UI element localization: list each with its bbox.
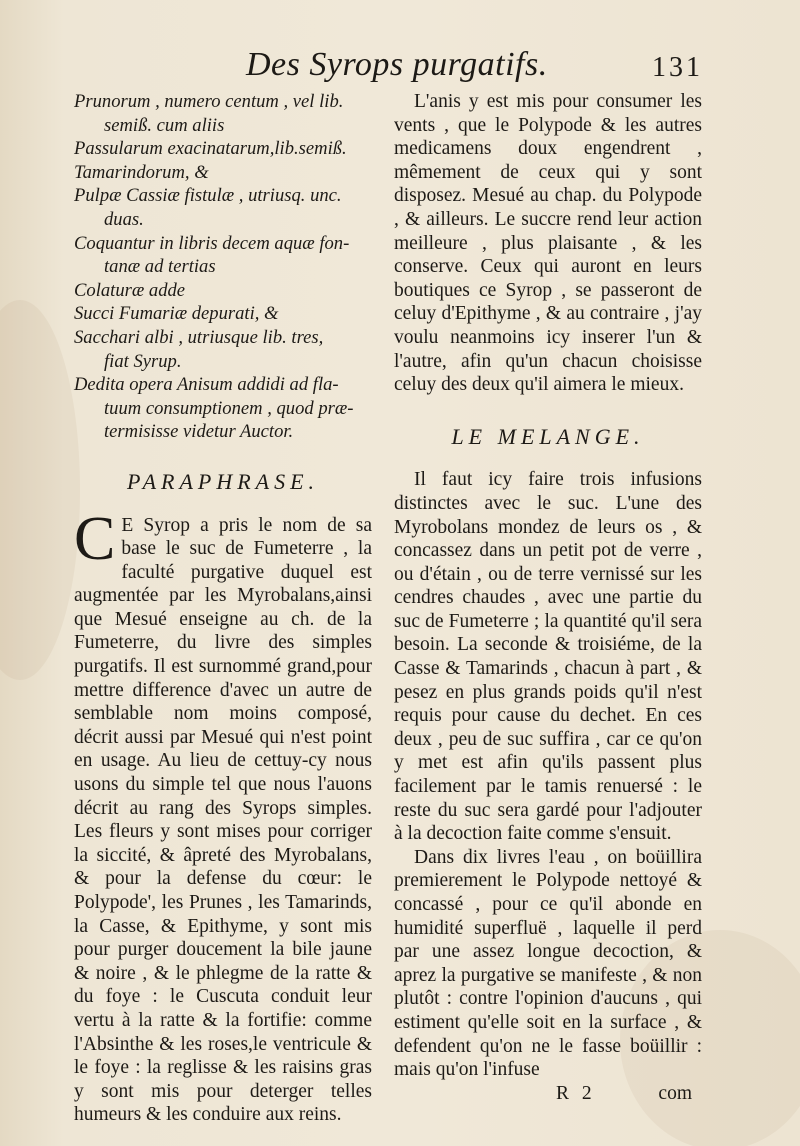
recipe-line: Sacchari albi , utriusque lib. tres, — [74, 326, 324, 348]
recipe-line: Colaturæ adde — [74, 279, 186, 301]
recipe-line: fiat Syrup. — [104, 350, 182, 372]
anise-paragraph: L'anis y est mis pour consumer les vents , que le Polypode & les autres medicamens doux engendrent , mêmement de ceux qui y sont disposez. Mesué au chap. du Polypode , & ailleurs. Le succre rend leur action meilleure , plus plaisante , & les conserve. Ceux qui auront en leurs boutiques ce Syrop , se passeront de celuy d'Epithyme , & au contraire , j'ay voulu neanmoins icy inserer l'un & l'autre, afin qu'un chacun choisisse celuy des deux qu'il aimera le mieux. — [394, 91, 702, 396]
recipe-line: duas. — [104, 208, 144, 230]
decoction-paragraph: Dans dix livres l'eau , on boüillira premierement le Polypode nettoyé & concassé , pour ce qu'il abonde en humidité superfluë , laquelle il perd par une assez longue decoction, & aprez la purgative se manifeste , & non plutôt : contre l'opinion d'aucuns , qui estiment qu'elle soit en la surface , & defendent qu'on ne le fasse boüillir : mais qu'on l'infuse — [394, 846, 702, 1081]
recipe-line: tuum consumptionem , quod præ- — [104, 397, 354, 419]
page-header — [0, 44, 800, 94]
left-column — [74, 90, 372, 1127]
recipe-line: Dedita opera Anisum addidi ad fla- — [74, 374, 339, 396]
page-number: 131 — [652, 52, 703, 83]
page-footer — [394, 1083, 702, 1109]
recipe-line: Pulpæ Cassiæ fistulæ , utriusq. unc. — [74, 185, 342, 207]
recipe-line: Coquantur in libris decem aquæ fon- — [74, 232, 350, 254]
paraphrase-paragraph — [74, 504, 372, 1127]
drop-cap: C — [74, 504, 116, 573]
recipe-line: Succi Fumariæ depurati, & — [74, 303, 279, 325]
paraphrase-heading: PARAPHRASE. — [126, 468, 320, 494]
paper-stain — [0, 300, 80, 680]
signature-mark: R 2 — [556, 1083, 596, 1104]
recipe-line: semiß. cum aliis — [104, 114, 225, 136]
melange-heading: LE MELANGE. — [451, 423, 645, 449]
catchword: com — [658, 1083, 692, 1104]
latin-recipe — [74, 90, 372, 444]
recipe-line: Passularum exacinatarum,lib.semiß. — [74, 138, 347, 160]
recipe-line: Prunorum , numero centum , vel lib. — [74, 91, 344, 112]
recipe-line: termisisse videtur Auctor. — [104, 421, 294, 443]
recipe-line: tanæ ad tertias — [104, 256, 216, 278]
paraphrase-text: E Syrop a pris le nom de sa base le suc de Fumeterre , la faculté purgative duquel est augmentée par les Myrobalans,ainsi que Mesué enseigne au ch. de la Fumeterre, du livre des simples purgatifs. Il est surnommé grand,pour mettre difference d'avec un autre de semblable nom moins composé, décrit aussi par Mesué qui n'est point en usage. Au lieu de cettuy-cy nous usons du simple tel que nous l'auons décrit au rang des Syrops simples. Les fleurs y sont mises pour corriger la siccité, & âpreté des Myrobalans, & pour la defense du cœur: le Polypode', les Prunes , les Tamarinds, la Casse, & Epithyme, y sont mis pour purger doucement la bile jaune & noire , & le phlegme de la ratte & du foye : le Cuscuta conduit leur vertu à la ratte & la fortifie: comme l'Absinthe & les roses,le ventricule & le foye : la reglisse & les raisins gras y sont mis pour deterger telles humeurs & les conduire aux reins. — [74, 514, 372, 1126]
infusions-paragraph: Il faut icy faire trois infusions distinctes avec le suc. L'une des Myrobolans mondez de leurs os , & concassez dans un petit pot de verre , ou d'étain , ou de terre vernissé sur les cendres chaudes , avec une partie du suc de Fumeterre ; la quantité qu'il sera besoin. La seconde & troisiéme, de la Casse & Tamarinds , chacun à part , & pesez en plus grands poids qu'il n'est requis pour cause du dechet. En ces deux , peu de suc suffira , car ce qu'on y met est afin qu'ils passent plus facilement par le tamis renuersé : le reste du suc sera gardé pour l'adjouter à la decoction faite comme s'ensuit. — [394, 469, 702, 845]
right-column — [394, 90, 702, 1082]
recipe-line: Tamarindorum, & — [74, 161, 209, 183]
running-title: Des Syrops purgatifs. — [246, 46, 548, 83]
